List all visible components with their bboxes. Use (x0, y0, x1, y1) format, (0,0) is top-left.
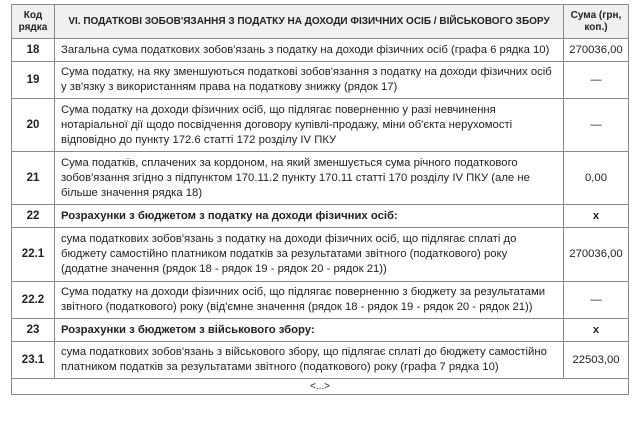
tax-liabilities-table (11, 4, 629, 395)
table-row-22 (12, 205, 629, 228)
row-sum: 0,00 (564, 152, 629, 205)
table-row-22-1 (12, 228, 629, 282)
row-code: 18 (12, 39, 55, 62)
table-header-row (12, 5, 629, 39)
tax-declaration-section-vi (11, 4, 628, 395)
row-sum: — (564, 282, 629, 319)
row-code: 21 (12, 152, 55, 205)
row-code: 19 (12, 62, 55, 99)
row-description: Сума податку, на яку зменшуються податкові зобов'язання з податку на доходи фізичних осіб у зв'язку з використанням права на податкову знижку (рядок 17) (55, 62, 564, 99)
row-sum: 270036,00 (564, 228, 629, 282)
row-description: сума податкових зобов'язань з військового збору, що підлягає сплаті до бюджету самостійно платником податків за результатами звітного (податкового) року (графа 7 рядка 10) (55, 342, 564, 379)
row-sum: x (564, 205, 629, 228)
table-row-19 (12, 62, 629, 99)
row-sum: x (564, 319, 629, 342)
row-description: Сума податку на доходи фізичних осіб, що підлягає поверненню з бюджету за результатами звітного (податкового) року (від'ємне значення (рядок 18 - рядок 19 - рядок 20 - рядок 21)) (55, 282, 564, 319)
row-sum: — (564, 99, 629, 152)
row-code: 22.2 (12, 282, 55, 319)
row-code: 23 (12, 319, 55, 342)
table-row-22-2 (12, 282, 629, 319)
row-description: Сума податків, сплачених за кордоном, на який зменшується сума річного податкового зобов'язання згідно з підпунктом 170.11.2 пункту 170.11 статті 170 розділу IV ПКУ (але не більше значення рядка 18) (55, 152, 564, 205)
row-sum: — (564, 62, 629, 99)
table-row-21 (12, 152, 629, 205)
more-rows-indicator[interactable]: <...> (12, 379, 629, 395)
section-title-header: VI. ПОДАТКОВІ ЗОБОВ'ЯЗАННЯ З ПОДАТКУ НА ДОХОДИ ФІЗИЧНИХ ОСІБ / ВІЙСЬКОВОГО ЗБОРУ (55, 5, 564, 39)
table-row-23 (12, 319, 629, 342)
row-description: Загальна сума податкових зобов'язань з податку на доходи фізичних осіб (графа 6 рядка 10) (55, 39, 564, 62)
row-description: Сума податку на доходи фізичних осіб, що підлягає поверненню у разі невчинення нотаріальної дії щодо посвідчення договору купівлі-продажу, міни об'єкта нерухомості відповідно до пункту 172.6 статті 172 розділу IV ПКУ (55, 99, 564, 152)
more-rows-row (12, 379, 629, 395)
row-code: 22 (12, 205, 55, 228)
table-row-18 (12, 39, 629, 62)
row-description: Розрахунки з бюджетом з податку на доходи фізичних осіб: (55, 205, 564, 228)
code-column-header: Код рядка (12, 5, 55, 39)
table-row-20 (12, 99, 629, 152)
row-code: 22.1 (12, 228, 55, 282)
row-description: Розрахунки з бюджетом з військового збору: (55, 319, 564, 342)
row-sum: 22503,00 (564, 342, 629, 379)
row-description: сума податкових зобов'язань з податку на доходи фізичних осіб, що підлягає сплаті до бюджету самостійно платником податків за результатами звітного (податкового) року (додатне значення (рядок 18 - рядок 19 - рядок 20 - рядок 21)) (55, 228, 564, 282)
table-row-23-1 (12, 342, 629, 379)
row-code: 23.1 (12, 342, 55, 379)
sum-column-header: Сума (грн, коп.) (564, 5, 629, 39)
row-sum: 270036,00 (564, 39, 629, 62)
row-code: 20 (12, 99, 55, 152)
